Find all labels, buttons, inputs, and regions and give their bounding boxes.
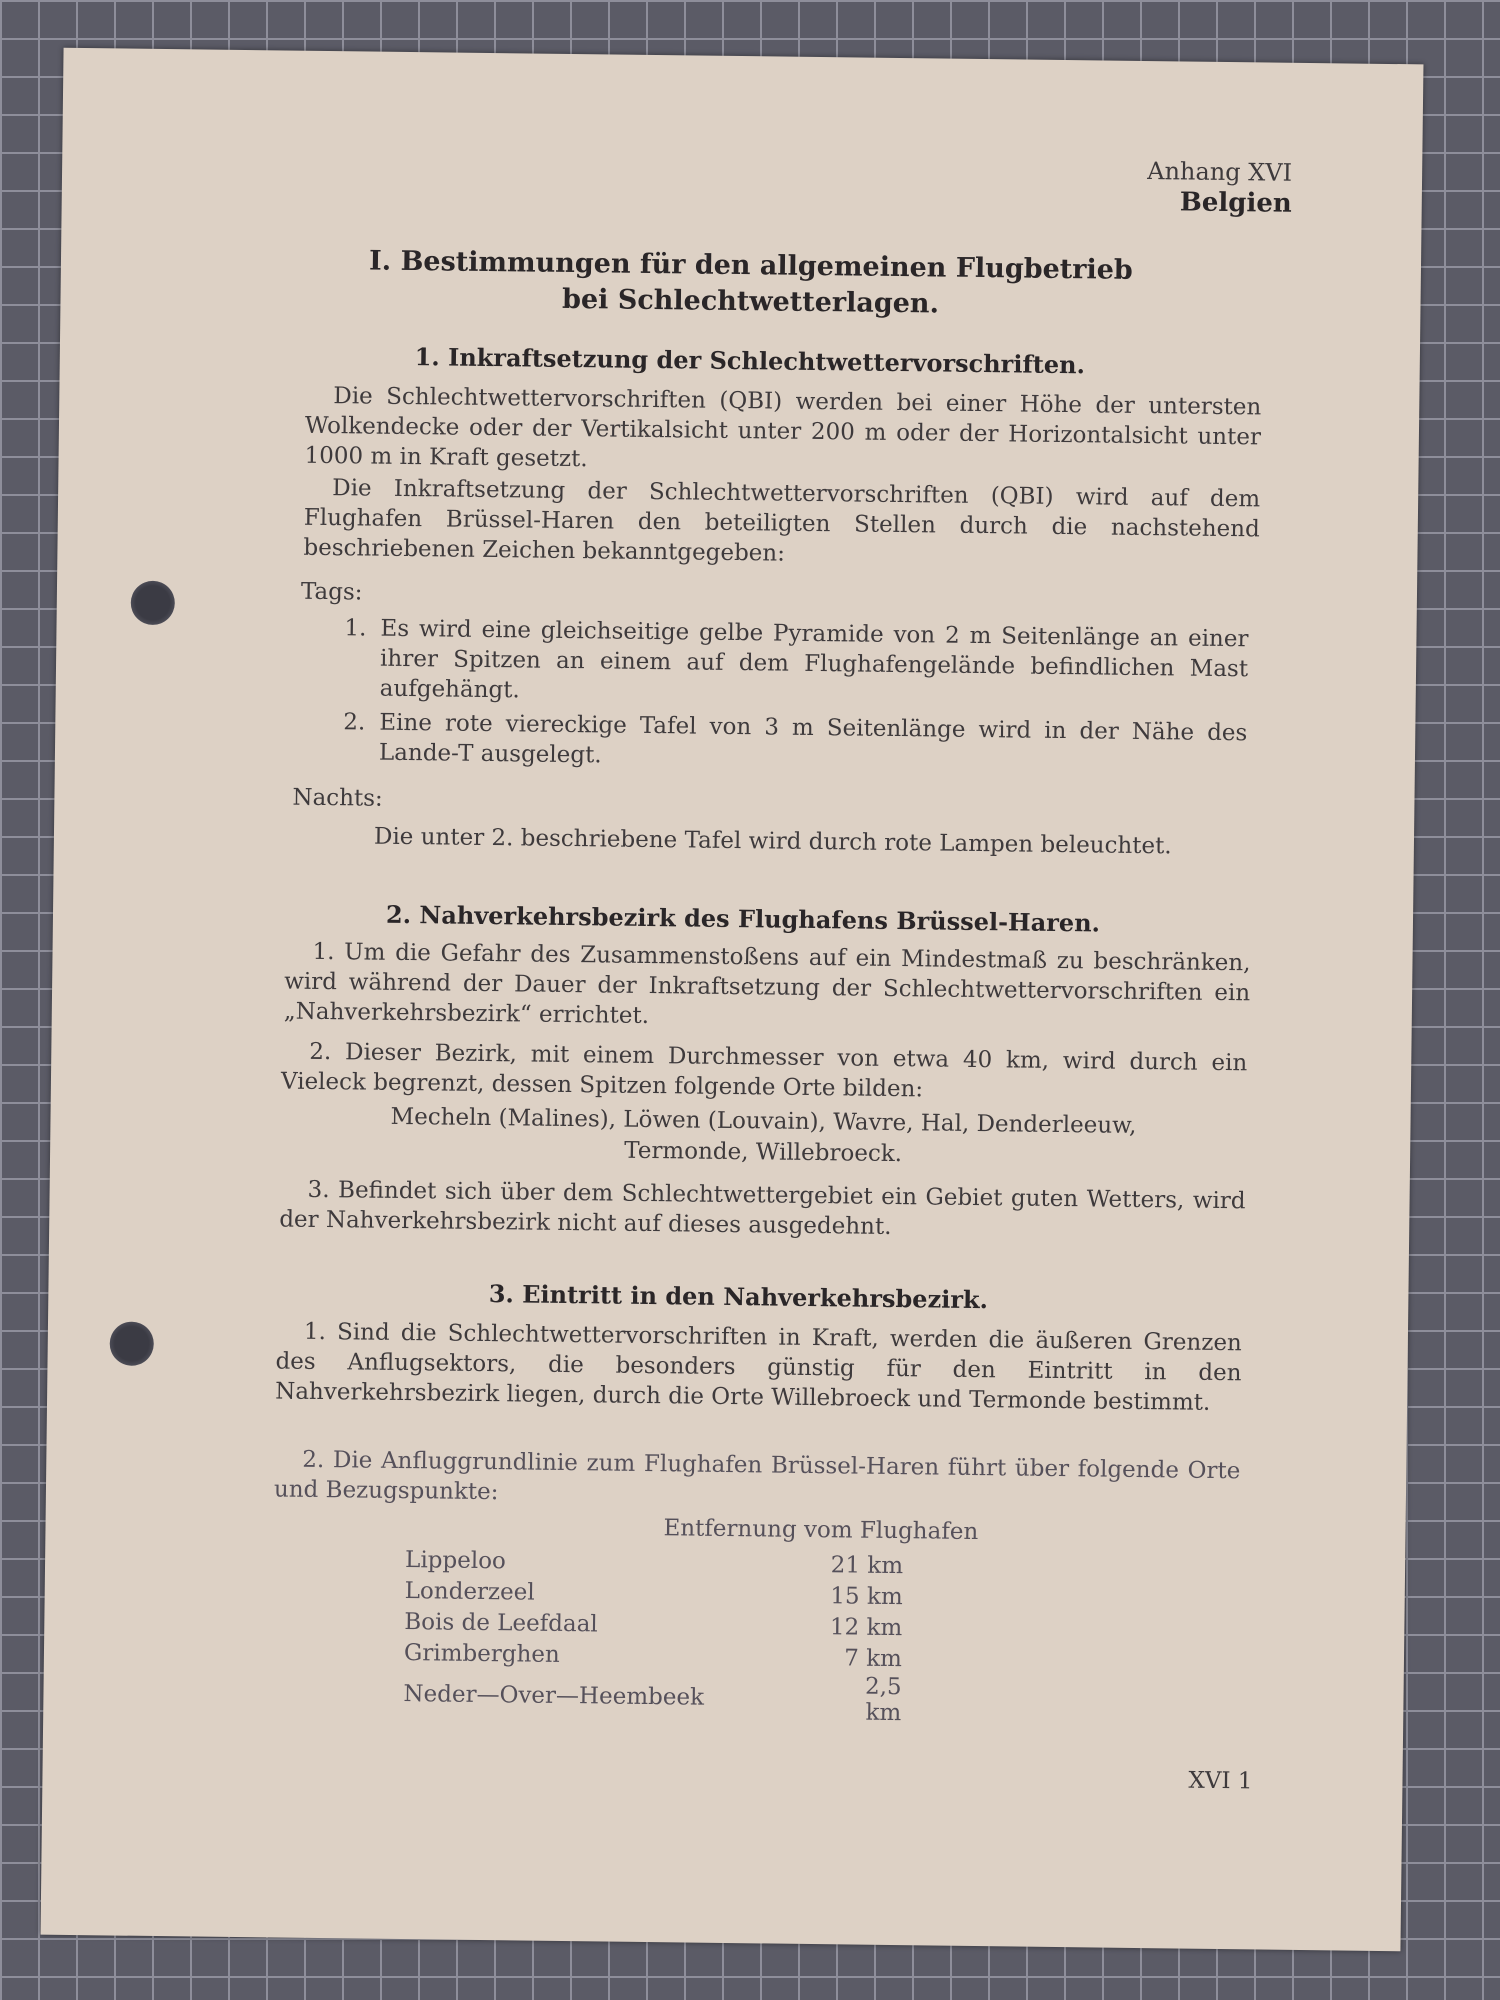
place-name: Neder—Over—Heembeek <box>403 1681 705 1711</box>
night-signals-text: Die unter 2. beschriebene Tafel wird durch rote Lampen beleuchtet. <box>373 823 1172 860</box>
section-3-paragraph-2: 2. Die Anfluggrundlinie zum Flughafen Brüssel-Haren führt über folgende Orte und Bezugspunkte: <box>273 1446 1241 1506</box>
section-2-places <box>280 1100 1247 1174</box>
place-distance: 15 km <box>830 1582 903 1610</box>
item-text: Es wird eine gleichseitige gelbe Pyramide von 2 m Seitenlänge an einer ihrer Spitzen an einem auf dem Flughafengelände befindlichen Mast aufgehängt. <box>379 615 1249 704</box>
section-1-heading: 1. Inkraftsetzung der Schlechtwettervorschriften. <box>414 342 1086 380</box>
day-signal-item-2 <box>343 707 1258 778</box>
document-title <box>280 242 1221 325</box>
place-name: Londerzeel <box>404 1577 535 1606</box>
section-1-paragraph-1: Die Schlechtwettervorschriften (QBI) werden bei einer Höhe der untersten Wolkendecke oder der Vertikalsicht unter 200 m oder der Horizontalsicht unter 1000 m in Kraft gesetzt. <box>304 383 1262 473</box>
section-2-heading: 2. Nahverkehrsbezirk des Flughafens Brüssel-Haren. <box>385 899 1101 938</box>
section-3-heading: 3. Eintritt in den Nahverkehrsbezirk. <box>488 1279 989 1315</box>
section-2-paragraph-2: 2. Dieser Bezirk, mit einem Durchmesser von etwa 40 km, wird durch ein Vieleck begrenzt, dessen Spitzen folgende Orte bilden: <box>280 1038 1248 1103</box>
document-page <box>41 48 1424 1951</box>
table-row <box>403 1668 902 1726</box>
title-line-2: bei Schlechtwetterlagen. <box>561 283 940 320</box>
item-number: 1. <box>344 615 367 642</box>
section-2-paragraph-1: 1. Um die Gefahr des Zusammenstoßens auf ein Mindestmaß zu beschränken, wird während der Dauer der Inkraftsetzung der Schlechtwettervorschriften ein „Nahverkehrsbezirk“ errichtet. <box>283 938 1251 1029</box>
places-line-1: Mecheln (Malines), Löwen (Louvain), Wavre, Hal, Denderleeuw, <box>390 1103 1137 1139</box>
place-distance: 21 km <box>830 1551 904 1579</box>
section-3-paragraph-1: 1. Sind die Schlechtwettervorschriften in Kraft, werden die äußeren Grenzen des Anflugsektors, die besonders günstig für den Eintritt in den Nahverkehrsbezirk liegen, durch die Orte Willebroeck und Termonde bestimmt. <box>275 1318 1242 1416</box>
punch-hole-bottom <box>109 1321 154 1366</box>
places-line-2: Termonde, Willebroeck. <box>624 1137 903 1168</box>
night-signals-label: Nachts: <box>292 784 383 812</box>
country-label: Belgien <box>1179 187 1292 219</box>
annex-label: Anhang XVI <box>1147 157 1293 187</box>
item-text: Eine rote viereckige Tafel von 3 m Seitenlänge wird in der Nähe des Lande-T ausgelegt. <box>378 709 1248 769</box>
page-number: XVI 1 <box>1188 1767 1253 1795</box>
place-name: Grimberghen <box>403 1639 560 1668</box>
place-distance: 12 km <box>829 1613 903 1641</box>
place-distance: 7 km <box>844 1644 903 1672</box>
title-line-1: I. Bestimmungen für den allgemeinen Flugbetrieb <box>368 245 1133 286</box>
distance-table <box>403 1544 903 1726</box>
place-name: Lippeloo <box>404 1546 507 1574</box>
day-signal-item-1 <box>344 613 1259 714</box>
section-1-paragraph-2: Die Inkraftsetzung der Schlechtwettervorschriften (QBI) wird auf dem Flughafen Brüssel-Haren den beteiligten Stellen durch die nachstehend beschriebenen Zeichen bekanntgegeben: <box>303 475 1261 567</box>
distance-table-header: Entfernung vom Flughafen <box>663 1515 979 1546</box>
day-signals-label: Tags: <box>300 578 363 606</box>
place-distance: 2,5 km <box>864 1673 902 1727</box>
place-name: Bois de Leefdaal <box>404 1608 598 1637</box>
punch-hole-top <box>131 581 176 626</box>
section-2-paragraph-3: 3. Befindet sich über dem Schlechtwettergebiet ein Gebiet guten Wetters, wird der Nahverkehrsbezirk nicht auf dieses ausgedehnt. <box>279 1176 1246 1240</box>
item-number: 2. <box>343 709 366 736</box>
